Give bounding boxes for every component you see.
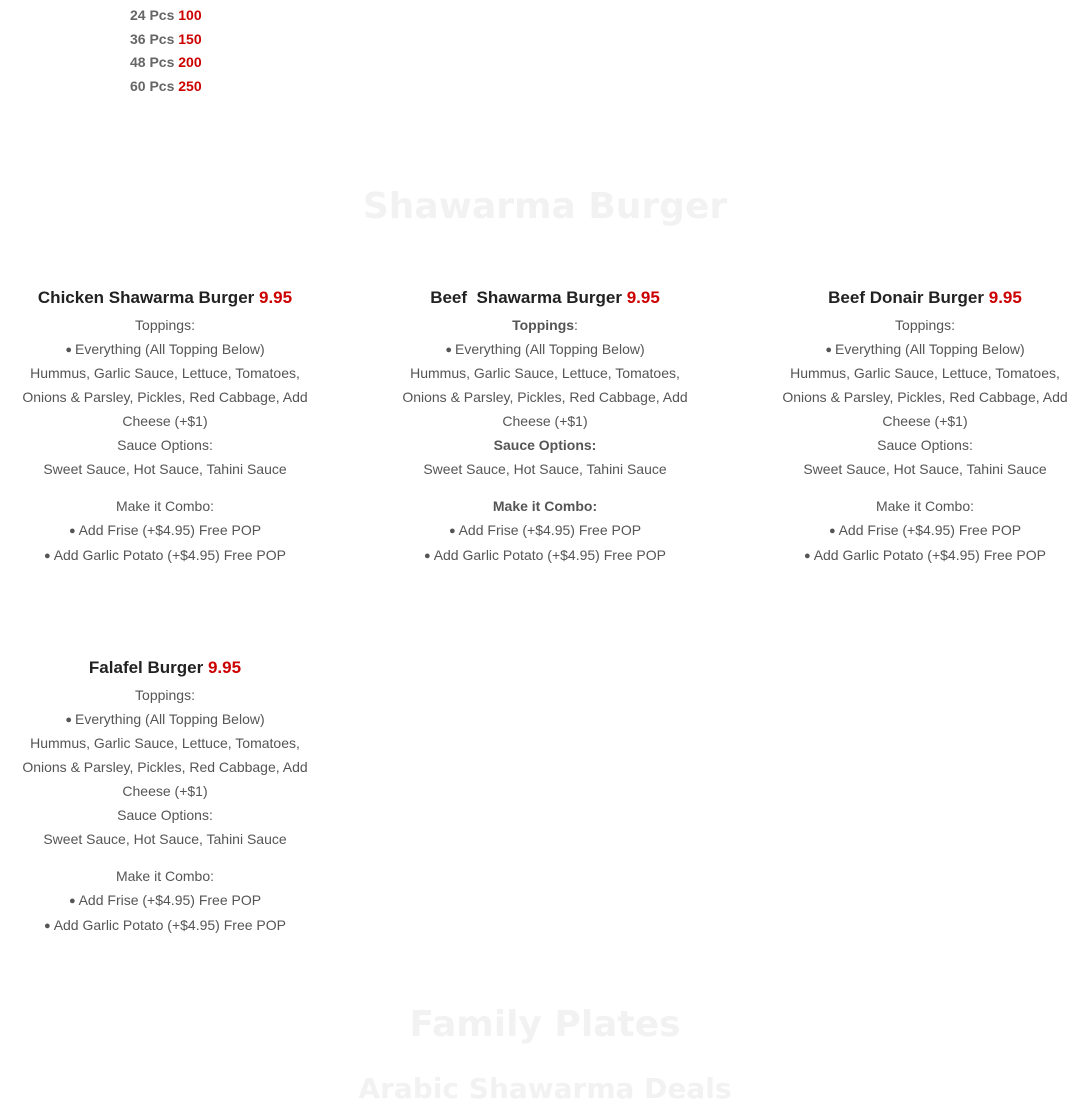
bullet-icon: ●: [448, 525, 456, 538]
toppings-label: Toppings:: [135, 316, 195, 333]
combo-option: [775, 519, 1075, 544]
item-title: [775, 286, 1075, 310]
toppings-label-text: Toppings: [512, 316, 575, 333]
combo-option: [395, 544, 695, 569]
combo-label: Make it Combo:: [115, 498, 215, 515]
quantity-label: 36 Pcs: [130, 30, 175, 47]
quantity-label: 48 Pcs: [130, 54, 175, 71]
combo-option: [395, 519, 695, 544]
combo-option: [775, 544, 1075, 569]
combo-text: Add Frise (+$4.95) Free POP: [78, 522, 262, 539]
quantity-price-list: [130, 4, 202, 99]
bullet-icon: ●: [44, 919, 51, 932]
sauce-list: Sweet Sauce, Hot Sauce, Tahini Sauce: [43, 830, 287, 847]
menu-item-chicken-shawarma-burger: [15, 286, 315, 569]
item-name: Beef Shawarma Burger: [430, 288, 622, 307]
toppings-everything: [775, 338, 1075, 363]
toppings-colon: :: [574, 316, 578, 333]
sauce-options-label: Sauce Options:: [493, 436, 597, 453]
quantity-price: 200: [178, 54, 202, 71]
sauce-list: Sweet Sauce, Hot Sauce, Tahini Sauce: [43, 460, 287, 477]
item-name: Chicken Shawarma Burger: [37, 288, 255, 307]
bullet-icon: ●: [44, 549, 51, 562]
quantity-price: 100: [178, 7, 202, 23]
item-name: Beef Donair Burger: [828, 288, 985, 307]
combo-text: Add Frise (+$4.95) Free POP: [838, 522, 1022, 539]
section-heading-family-plates: Family Plates: [409, 1004, 681, 1045]
combo-label: Make it Combo:: [492, 498, 598, 515]
combo-text: Add Garlic Potato (+$4.95) Free POP: [433, 546, 666, 563]
combo-option: [15, 544, 315, 569]
item-price: 9.95: [207, 658, 242, 677]
item-price: 9.95: [259, 288, 293, 307]
bullet-icon: ●: [68, 895, 76, 908]
topping-list: Hummus, Garlic Sauce, Lettuce, Tomatoes, Onions & Parsley, Pickles, Red Cabbage, Add Cheese (+$1): [22, 365, 308, 429]
combo-option: [15, 889, 315, 914]
menu-item-beef-donair-burger: [775, 286, 1075, 569]
combo-option: [15, 914, 315, 939]
toppings-label: [395, 314, 695, 338]
combo-text: Add Garlic Potato (+$4.95) Free POP: [53, 916, 286, 933]
toppings-label: Toppings:: [135, 686, 195, 703]
topping-list: Hummus, Garlic Sauce, Lettuce, Tomatoes, Onions & Parsley, Pickles, Red Cabbage, Add Cheese (+$1): [402, 365, 688, 429]
everything-text: Everything (All Topping Below): [455, 340, 645, 357]
combo-text: Add Garlic Potato (+$4.95) Free POP: [53, 546, 286, 563]
sauce-options-label: Sauce Options:: [877, 436, 973, 453]
everything-text: Everything (All Topping Below): [835, 340, 1025, 357]
toppings-everything: [15, 338, 315, 363]
combo-label: Make it Combo:: [115, 868, 215, 885]
bullet-icon: ●: [445, 343, 453, 356]
menu-item-beef-shawarma-burger: [395, 286, 695, 569]
menu-item-falafel-burger: [15, 656, 315, 939]
quantity-row: [130, 4, 202, 28]
everything-text: Everything (All Topping Below): [75, 710, 265, 727]
sauce-list: Sweet Sauce, Hot Sauce, Tahini Sauce: [803, 460, 1047, 477]
quantity-label: 60 Pcs: [130, 78, 175, 95]
combo-text: Add Frise (+$4.95) Free POP: [458, 522, 642, 539]
section-heading-shawarma-burger: Shawarma Burger: [362, 186, 728, 227]
quantity-price: 150: [178, 30, 202, 47]
toppings-everything: [15, 708, 315, 733]
bullet-icon: ●: [68, 525, 76, 538]
quantity-price: 250: [178, 78, 202, 95]
quantity-row: [130, 51, 202, 75]
item-price: 9.95: [626, 288, 660, 307]
topping-list: Hummus, Garlic Sauce, Lettuce, Tomatoes, Onions & Parsley, Pickles, Red Cabbage, Add Cheese (+$1): [22, 735, 308, 799]
item-price: 9.95: [988, 288, 1022, 307]
quantity-row: [130, 75, 202, 99]
bullet-icon: ●: [825, 343, 833, 356]
bullet-icon: ●: [65, 713, 73, 726]
bullet-icon: ●: [804, 549, 811, 562]
item-name: Falafel Burger: [88, 658, 204, 677]
toppings-label: Toppings:: [895, 316, 955, 333]
combo-text: Add Frise (+$4.95) Free POP: [78, 892, 262, 909]
item-title: [15, 656, 315, 680]
combo-option: [15, 519, 315, 544]
combo-label: Make it Combo:: [875, 498, 975, 515]
sauce-options-label: Sauce Options:: [117, 436, 213, 453]
sauce-list: Sweet Sauce, Hot Sauce, Tahini Sauce: [423, 460, 667, 477]
bullet-icon: ●: [65, 343, 73, 356]
section-heading-arabic-shawarma-deals: Arabic Shawarma Deals: [358, 1072, 732, 1105]
toppings-everything: [395, 338, 695, 363]
combo-text: Add Garlic Potato (+$4.95) Free POP: [813, 546, 1046, 563]
everything-text: Everything (All Topping Below): [75, 340, 265, 357]
quantity-label: 24 Pcs: [130, 7, 175, 23]
sauce-options-label: Sauce Options:: [117, 806, 213, 823]
item-title: [395, 286, 695, 310]
item-title: [15, 286, 315, 310]
quantity-row: [130, 28, 202, 52]
topping-list: Hummus, Garlic Sauce, Lettuce, Tomatoes, Onions & Parsley, Pickles, Red Cabbage, Add Cheese (+$1): [782, 365, 1068, 429]
bullet-icon: ●: [828, 525, 836, 538]
bullet-icon: ●: [424, 549, 431, 562]
